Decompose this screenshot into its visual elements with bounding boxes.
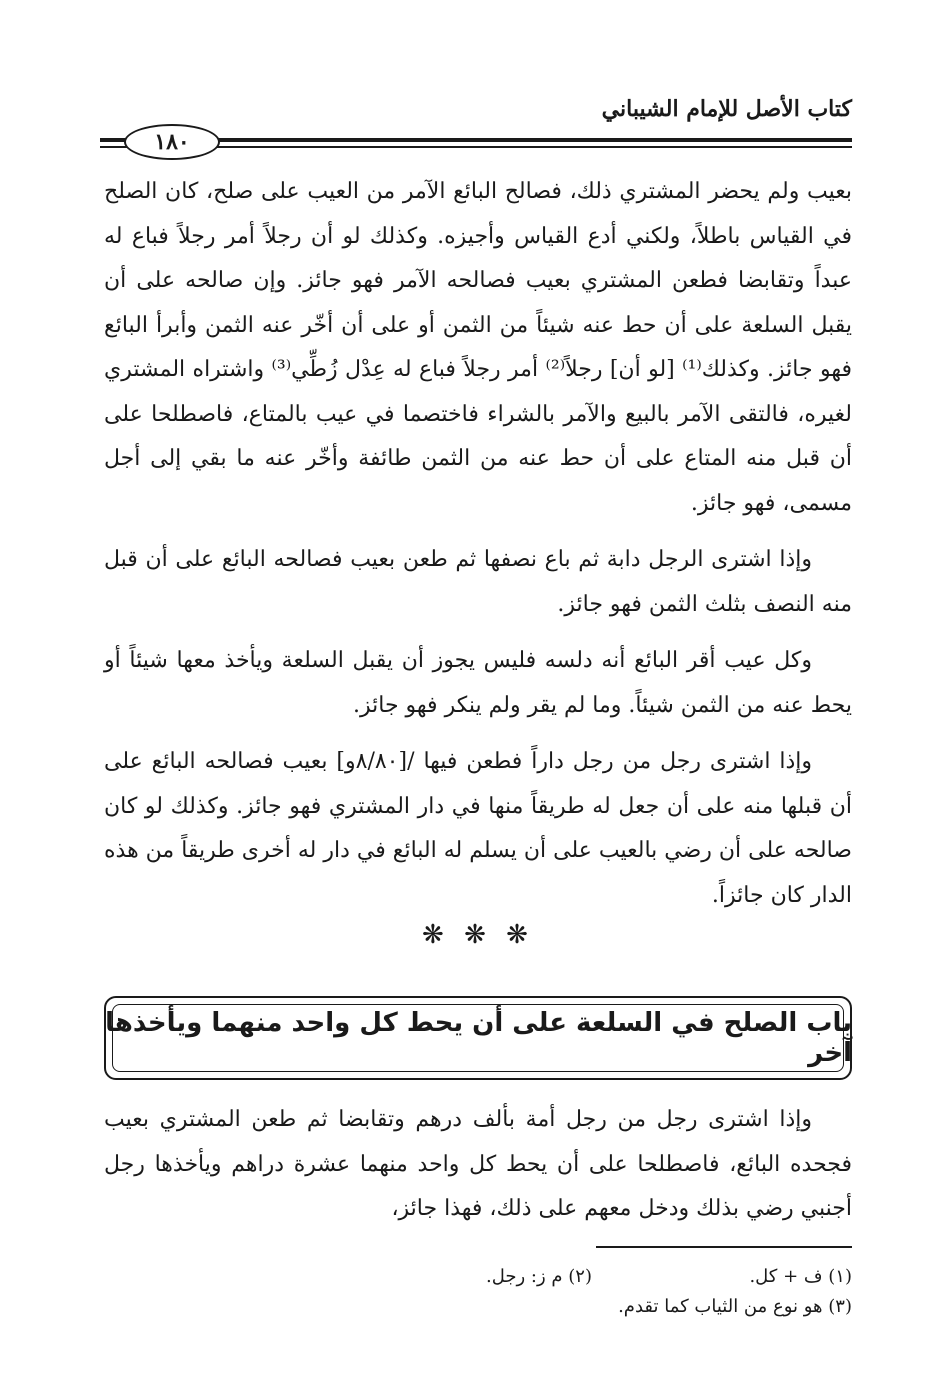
page-header — [100, 96, 852, 156]
footnote-2: (٢) م ز: رجل. — [486, 1266, 592, 1287]
chapter-text — [104, 1098, 852, 1232]
page-number: ١٨٠ — [124, 124, 220, 160]
paragraph-3: وكل عيب أقر البائع أنه دلسه فليس يجوز أن يقبل السلعة ويأخذ معها شيئاً أو يحط عنه من الثمن شيئاً. وما لم يقر ولم ينكر فهو جائز. — [104, 648, 852, 718]
main-text — [104, 170, 852, 918]
chapter-paragraph: وإذا اشترى رجل من رجل أمة بألف درهم وتقابضا ثم طعن المشتري بعيب فجحده البائع، فاصطلحا على أن يحط كل واحد منهما عشرة دراهم ويأخذها رجل أجنبي رضي بذلك ودخل معهم على ذلك، فهذا جائز، — [104, 1107, 852, 1221]
footnote-1: (١) ف + كل. — [749, 1266, 852, 1287]
footnote-rule — [596, 1246, 852, 1248]
chapter-title: باب الصلح في السلعة على أن يحط كل واحد منهما ويأخذها آخر — [105, 1008, 852, 1068]
running-title: كتاب الأصل للإمام الشيباني — [601, 96, 852, 122]
paragraph-1: بعيب ولم يحضر المشتري ذلك، فصالح البائع الآمر من العيب على صلح، كان الصلح في القياس باطلاً، ولكني أدع القياس وأجيزه. وكذلك لو أن رجلاً أمر رجلاً فباع له عبداً وتقابضا فطعن المشتري بعيب فصالحه الآمر فهو جائز. وإن صالحه على أن يقبل السلعة على أن حط عنه شيئاً من الثمن أو على أن أخّر عنه الثمن وأبرأ البائع فهو جائز. وكذلك⁽¹⁾ [لو أن] رجلاً⁽²⁾ أمر رجلاً فباع له عِدْل زُطِّي⁽³⁾ واشتراه المشتري لغيره، فالتقى الآمر بالبيع والآمر بالشراء فاختصما في عيب بالمتاع، فاصطلحا على أن قبل منه المتاع على أن حط عنه من الثمن طائفة وأخّر عنه ما بقي إلى أجل مسمى، فهو جائز. — [104, 179, 853, 516]
footnotes — [300, 1262, 852, 1322]
paragraph-2: وإذا اشترى الرجل دابة ثم باع نصفها ثم طعن بعيب فصالحه البائع على أن قبل منه النصف بثلث الثمن فهو جائز. — [104, 547, 852, 617]
footnote-3: (٣) هو نوع من الثياب كما تقدم. — [618, 1296, 852, 1317]
paragraph-4: وإذا اشترى رجل من رجل داراً فطعن فيها /[٨/٨٠و] بعيب فصالحه البائع على أن قبلها منه على أن جعل له طريقاً منها في دار المشتري فهو جائز. وكذلك لو كان صالحه على أن رضي بالعيب على أن يسلم له البائع في دار له أخرى طريقاً من هذه الدار كان جائزاً. — [104, 749, 852, 908]
footnote-row — [300, 1262, 852, 1292]
chapter-heading-box — [104, 996, 852, 1080]
section-separator: ❋ ❋ ❋ — [422, 920, 534, 950]
